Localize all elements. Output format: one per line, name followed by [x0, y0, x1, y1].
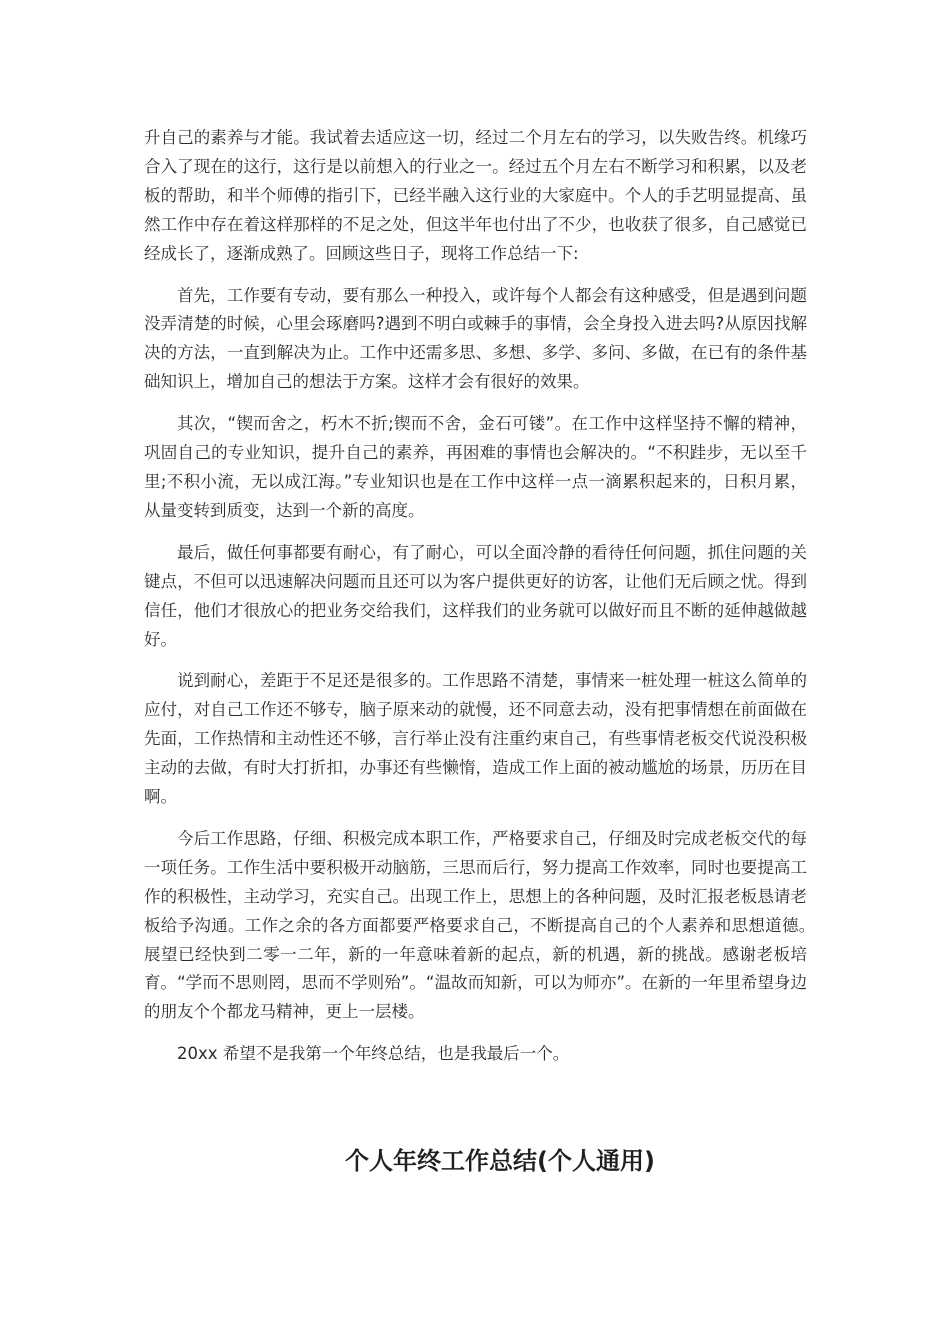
paragraph-second-point: 其次，“锲而舍之，朽木不折;锲而不舍，金石可镂”。在工作中这样坚持不懈的精神，巩固自己的专业知识，提升自己的素养，再困难的事情也会解决的。“不积跬步，无以至千里;不积小流，无以成江海。”专业知识也是在工作中这样一点一滴累积起来的，日积月累，从量变转到质变，达到一个新的高度。 [144, 414, 807, 520]
paragraph-closing: 20xx 希望不是我第一个年终总结，也是我最后一个。 [177, 1044, 570, 1064]
paragraph-first-point: 首先，工作要有专动，要有那么一种投入，或许每个人都会有这种感受，但是遇到问题没弄清楚的时候，心里会琢磨吗?遇到不明白或棘手的事情，会全身投入进去吗?从原因找解决的方法，一直到解决为止。工作中还需多思、多想、多学、多问、多做，在已有的条件基础知识上，增加自己的想法于方案。这样才会有很好的效果。 [144, 285, 807, 392]
paragraph-continued: 升自己的素养与才能。我试着去适应这一切，经过二个月左右的学习，以失败告终。机缘巧合入了现在的这行，这行是以前想入的行业之一。经过五个月左右不断学习和积累，以及老板的帮助，和半个师傅的指引下，已经半融入这行业的大家庭中。个人的手艺明显提高、虽然工作中存在着这样那样的不足之处，但这半年也付出了不少，也收获了很多，自己感觉已经成长了，逐渐成熟了。回顾这些日子，现将工作总结一下: [144, 128, 807, 263]
paragraph-last-point: 最后，做任何事都要有耐心，有了耐心，可以全面冷静的看待任何问题，抓住问题的关键点，不但可以迅速解决问题而且还可以为客户提供更好的访客，让他们无后顾之忧。得到信任，他们才很放心的把业务交给我们，这样我们的业务就可以做好而且不断的延伸越做越好。 [144, 542, 807, 649]
paragraph-future-plans: 今后工作思路，仔细、积极完成本职工作，严格要求自己，仔细及时完成老板交代的每一项任务。工作生活中要积极开动脑筋，三思而后行，努力提高工作效率，同时也要提高工作的积极性，主动学习，充实自己。出现工作上，思想上的各种问题，及时汇报老板恳请老板给予沟通。工作之余的各方面都要严格要求自己，不断提高自己的个人素养和思想道德。 展望已经快到二零一二年，新的一年意味着新的起点，新的机遇，新的挑战。感谢老板培育。“学而不思则罔，思而不学则殆”。“温故而知新，可以为师亦”。在新的一年里希望身边的朋友个个都龙马精神，更上一层楼。 [144, 828, 840, 1022]
document-body [144, 124, 840, 1082]
paragraph-shortcomings: 说到耐心，差距于不足还是很多的。工作思路不清楚，事情来一桩处理一桩这么简单的应付，对自己工作还不够专，脑子原来动的就慢，还不同意去动，没有把事情想在前面做在先面，工作热情和主动性还不够，言行举止没有注重约束自己，有些事情老板交代说没积极主动的去做，有时大打折扣，办事还有些懒惰，造成工作上面的被动尴尬的场景，历历在目啊。 [144, 671, 807, 807]
document-title: 个人年终工作总结(个人通用) [345, 1147, 655, 1175]
